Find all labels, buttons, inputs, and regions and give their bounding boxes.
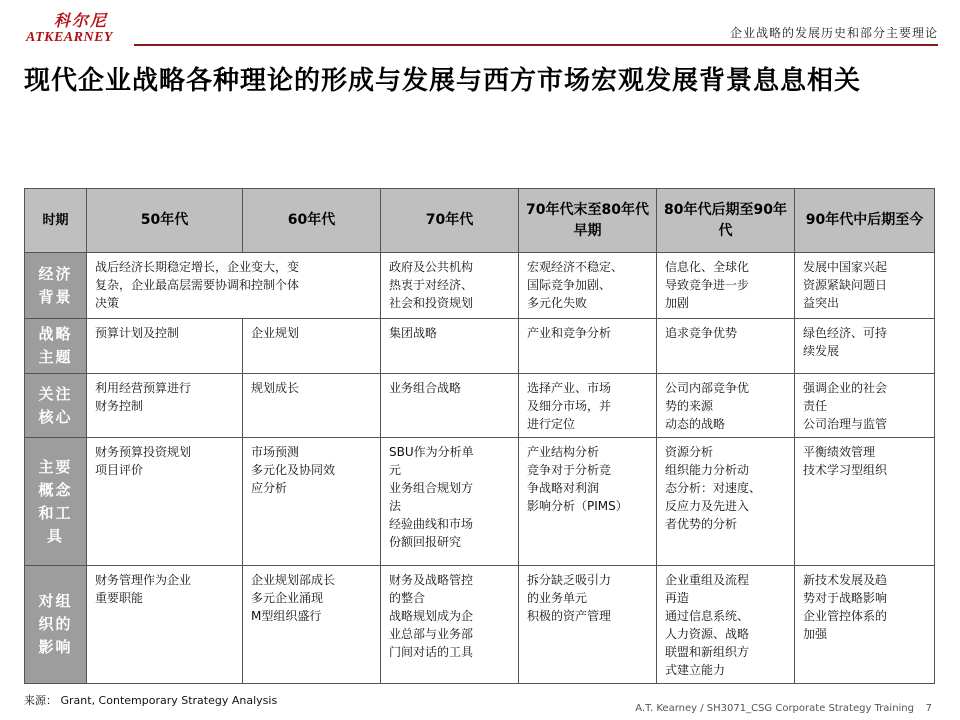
table-cell: 集团战略: [381, 319, 519, 374]
header-divider: [134, 44, 938, 46]
page-title: 现代企业战略各种理论的形成与发展与西方市场宏观发展背景息息相关: [24, 66, 862, 96]
column-header: 70年代末至80年代早期: [519, 189, 657, 253]
table-row: [25, 253, 935, 319]
row-header: 经济背景: [25, 253, 87, 319]
table-cell: 政府及公共机构 热衷于对经济、 社会和投资规划: [381, 253, 519, 319]
row-header: 关注核心: [25, 374, 87, 438]
table-cell: 宏观经济不稳定、 国际竞争加剧、 多元化失败: [519, 253, 657, 319]
table-row: [25, 566, 935, 684]
column-header: 90年代中后期至今: [795, 189, 935, 253]
row-header: 主要概念和工具: [25, 438, 87, 566]
table-cell: 财务预算投资规划 项目评价: [87, 438, 243, 566]
column-header: 50年代: [87, 189, 243, 253]
table-cell: 发展中国家兴起 资源紧缺问题日 益突出: [795, 253, 935, 319]
row-header: 战略主题: [25, 319, 87, 374]
table-cell: 资源分析 组织能力分析动 态分析：对速度、 反应力及先进入 者优势的分析: [657, 438, 795, 566]
table-cell: 财务及战略管控 的整合 战略规划成为企 业总部与业务部 门间对话的工具: [381, 566, 519, 684]
logo-english-text: ATKEARNEY: [26, 30, 113, 45]
footer-credit: A.T. Kearney / SH3071_CSG Corporate Strategy Training: [635, 703, 914, 714]
table-cell: 企业规划部成长 多元企业涌现 M型组织盛行: [243, 566, 381, 684]
source-note: 来源： Grant, Contemporary Strategy Analysis: [24, 694, 278, 707]
section-title: 企业战略的发展历史和部分主要理论: [729, 26, 938, 40]
column-header: 70年代: [381, 189, 519, 253]
table-row: [25, 374, 935, 438]
column-header: 60年代: [243, 189, 381, 253]
table-cell: SBU作为分析单 元 业务组合规划方 法 经验曲线和市场 份额回报研究: [381, 438, 519, 566]
table-cell: 产业结构分析 竞争对于分析竞 争战略对利润 影响分析（PIMS）: [519, 438, 657, 566]
row-header: 对组织的影响: [25, 566, 87, 684]
table-cell: 规划成长: [243, 374, 381, 438]
table-cell: 信息化、全球化 导致竞争进一步 加剧: [657, 253, 795, 319]
table-cell: 预算计划及控制: [87, 319, 243, 374]
table-cell: 业务组合战略: [381, 374, 519, 438]
table-cell: 公司内部竞争优 势的来源 动态的战略: [657, 374, 795, 438]
strategy-history-table: [24, 188, 935, 684]
table-cell: 企业重组及流程 再造 通过信息系统、 人力资源、战略 联盟和新组织方 式建立能力: [657, 566, 795, 684]
table-row: [25, 319, 935, 374]
company-logo: [26, 12, 136, 46]
table-cell: 财务管理作为企业 重要职能: [87, 566, 243, 684]
header-row: [25, 189, 935, 253]
table-cell: 平衡绩效管理 技术学习型组织: [795, 438, 935, 566]
table-cell: 利用经营预算进行 财务控制: [87, 374, 243, 438]
column-header: 80年代后期至90年代: [657, 189, 795, 253]
table-cell: 拆分缺乏吸引力 的业务单元 积极的资产管理: [519, 566, 657, 684]
table-cell: 市场预测 多元化及协同效 应分析: [243, 438, 381, 566]
table-cell: 战后经济长期稳定增长，企业变大，变 复杂，企业最高层需要协调和控制个体 决策: [87, 253, 381, 319]
table-cell: 强调企业的社会 责任 公司治理与监管: [795, 374, 935, 438]
table-cell: 企业规划: [243, 319, 381, 374]
table-cell: 新技术发展及趋 势对于战略影响 企业管控体系的 加强: [795, 566, 935, 684]
period-header: 时期: [25, 189, 87, 253]
logo-chinese-text: 科尔尼: [53, 11, 108, 30]
table-row: [25, 438, 935, 566]
table-cell: 绿色经济、可持 续发展: [795, 319, 935, 374]
table-cell: 追求竞争优势: [657, 319, 795, 374]
page-number: 7: [925, 703, 932, 714]
table-cell: 产业和竞争分析: [519, 319, 657, 374]
table-cell: 选择产业、市场 及细分市场，并 进行定位: [519, 374, 657, 438]
